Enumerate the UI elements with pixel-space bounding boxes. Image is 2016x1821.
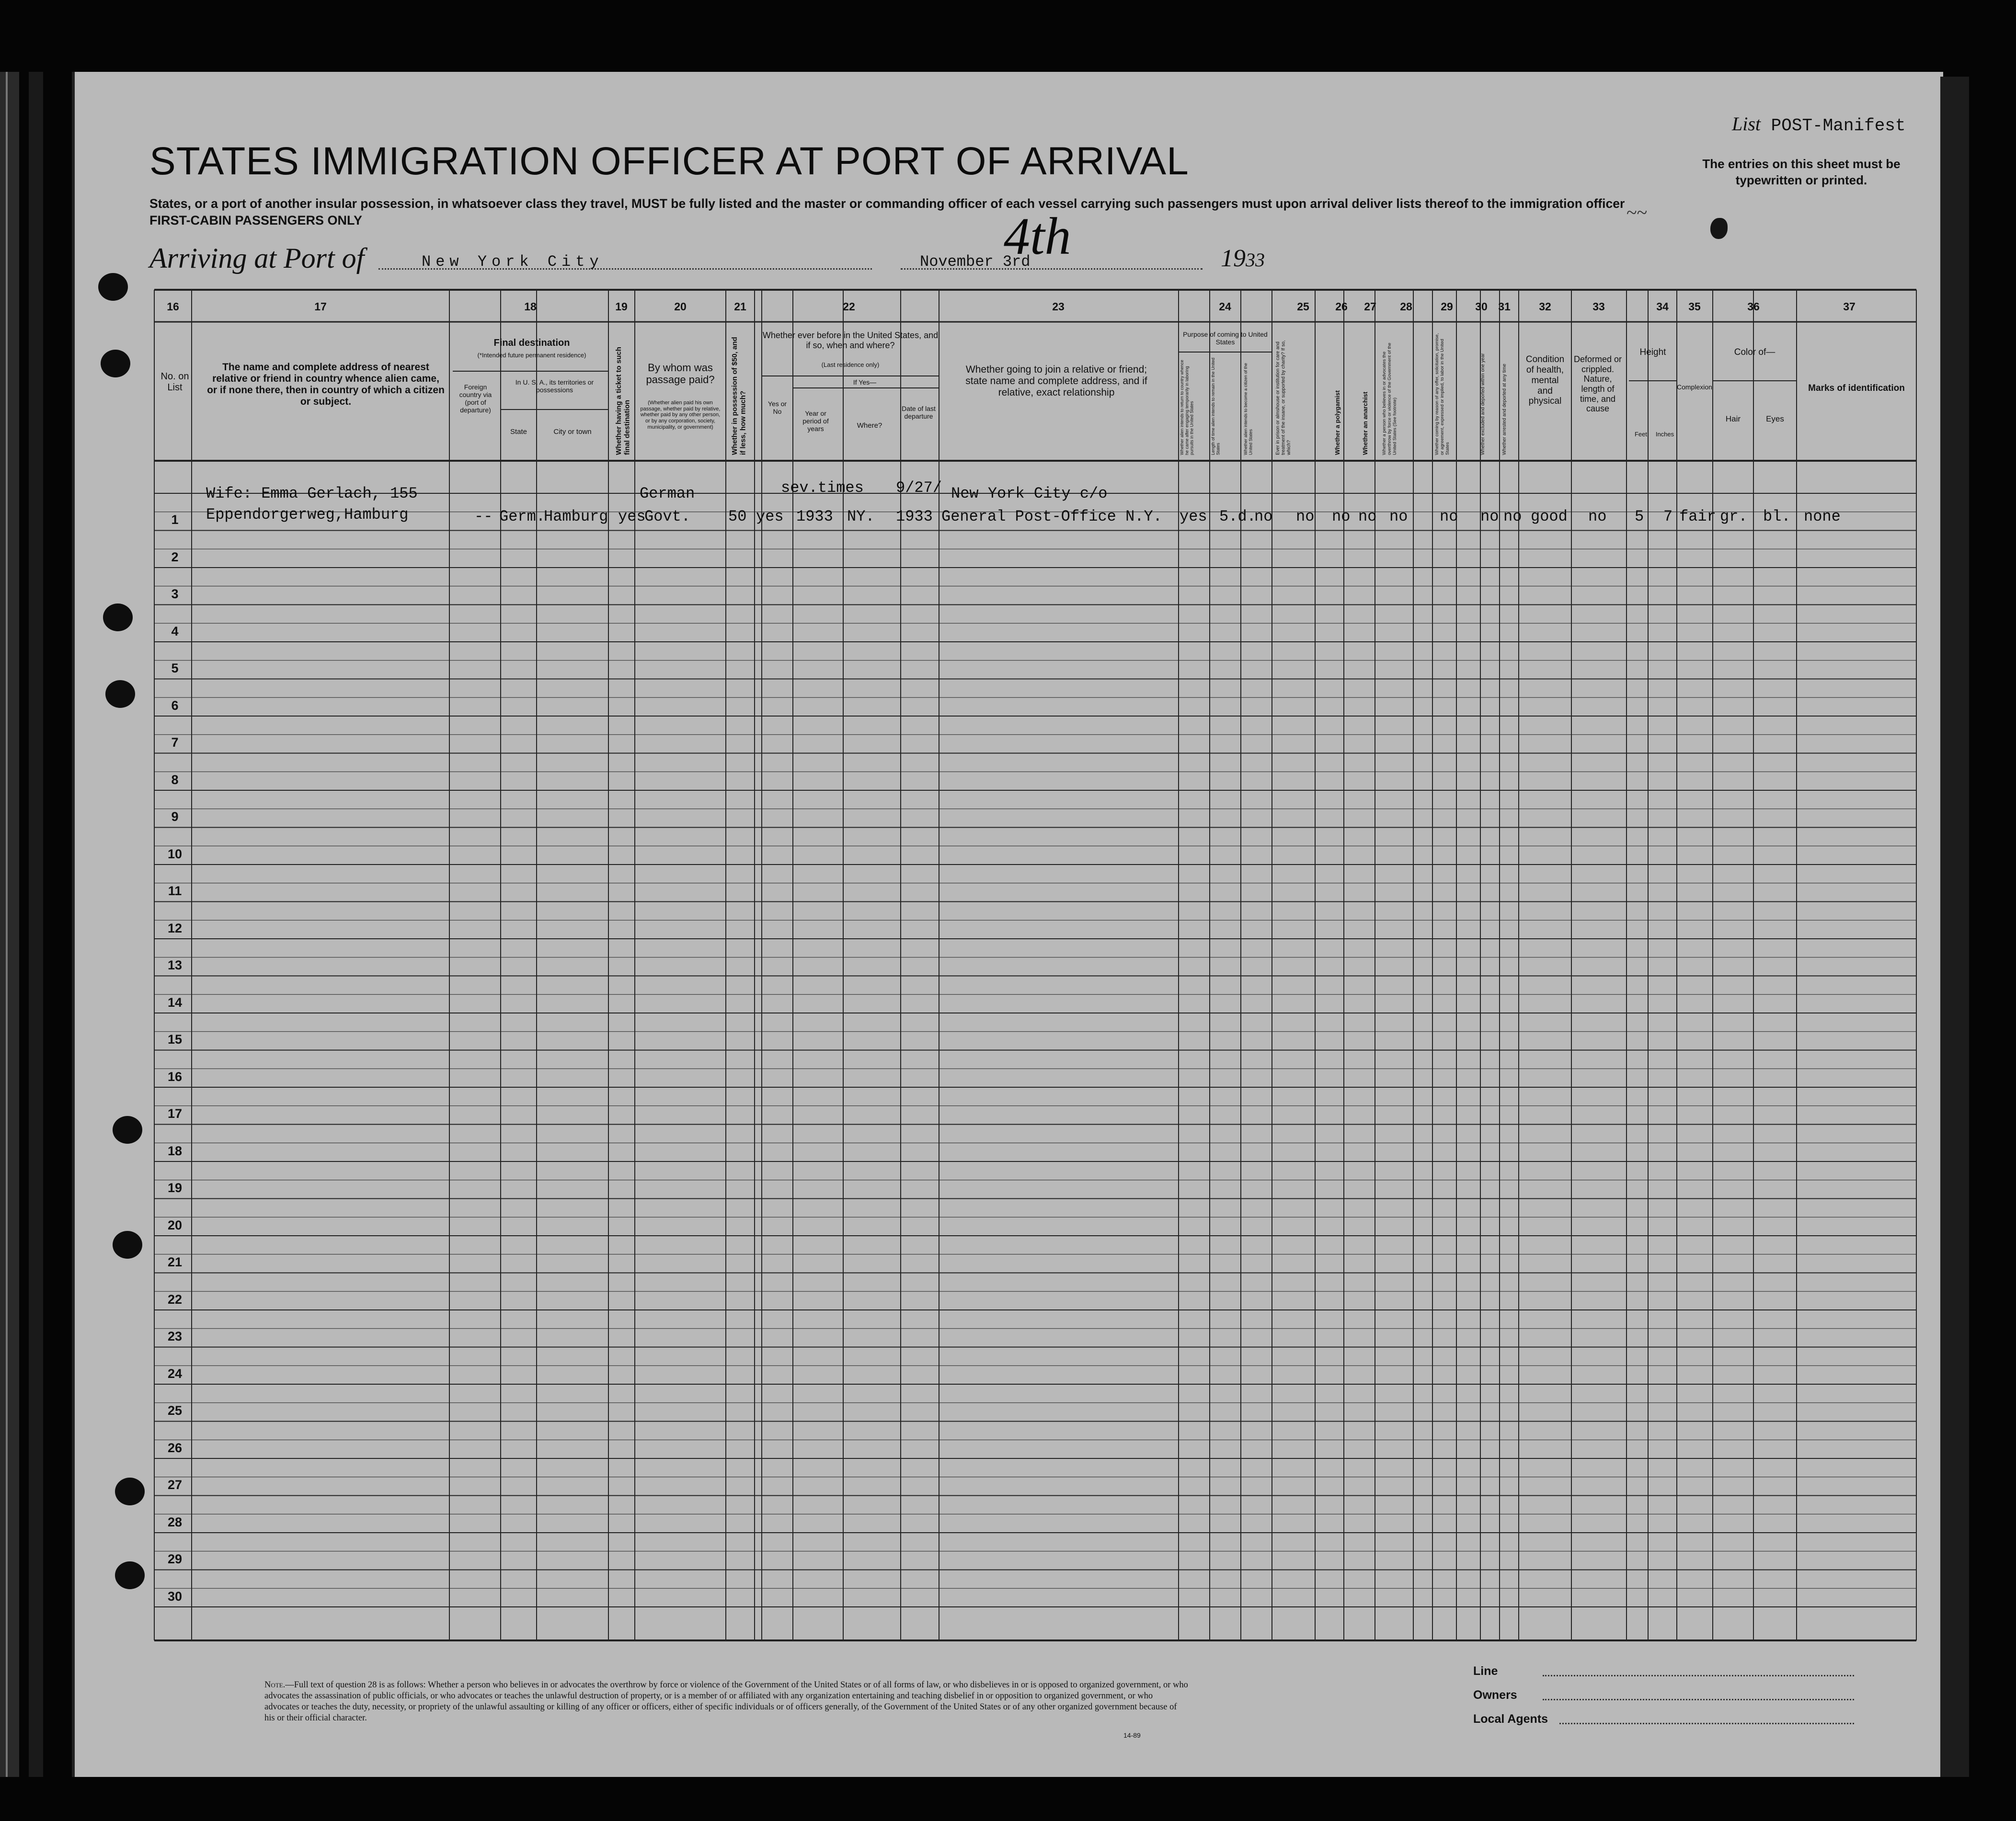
row-number: 19 bbox=[167, 1181, 183, 1195]
header-money: Whether in possession of $50, and if less, how much? bbox=[731, 337, 747, 455]
row-number: 30 bbox=[167, 1589, 183, 1604]
handwritten-date-correction: 4th bbox=[1004, 207, 1071, 265]
cell-paid-by-line1: German bbox=[640, 485, 695, 502]
row-number: 7 bbox=[171, 735, 179, 750]
column-number: 24 bbox=[1219, 300, 1231, 313]
header-state: State bbox=[510, 428, 527, 436]
owners-label: Owners bbox=[1473, 1688, 1517, 1702]
header-deported: Whether arrested and deported at any time bbox=[1502, 364, 1507, 455]
column-number: 25 bbox=[1297, 300, 1309, 313]
row-number: 3 bbox=[171, 587, 179, 601]
column-number: 18 bbox=[524, 300, 537, 313]
cell-eyes: bl. bbox=[1763, 508, 1791, 525]
port-value: New York City bbox=[422, 253, 604, 271]
row-number: 6 bbox=[171, 698, 179, 713]
cell-period-line1: sev.times bbox=[781, 479, 864, 497]
page-subtitle-class: FIRST-CABIN PASSENGERS ONLY bbox=[149, 213, 363, 228]
row-number: 4 bbox=[171, 624, 179, 638]
footnote: Note.—Full text of question 28 is as follows: Whether a person who believes in or advocates the overthrow by force or violence of the Government of the United States or of all forms of law, or who disbelieves in or is opposed to organized government, or who advocates the assassination of public officials, or who advocates or teaches the unlawful destruction of property, or is a member of or affiliated with any organization entertaining and teaching disbelief in or opposition to organized government, or who advocates or teaches the duty, necessity, or propriety of the unlawful assaulting or killing of any officer or officers, either of specific individuals or of officers generally, of the Government of the United States or of any other organized government because of his or their official character. bbox=[264, 1680, 1188, 1723]
cell-foreign-via: -- bbox=[474, 508, 493, 525]
header-color-of: Color of— bbox=[1734, 347, 1775, 357]
column-number: 19 bbox=[615, 300, 628, 313]
row-number: 5 bbox=[171, 661, 179, 675]
row-number: 11 bbox=[168, 884, 182, 898]
cell-departure-line1: 9/27/ bbox=[896, 479, 942, 497]
date-value: November 3rd bbox=[920, 253, 1031, 271]
cell-prison: no bbox=[1296, 508, 1315, 525]
row-number: 12 bbox=[167, 921, 183, 935]
row-number: 22 bbox=[167, 1292, 183, 1307]
row-number: 13 bbox=[167, 958, 183, 972]
header-citizen: Whether alien intends to become a citizen of the United States bbox=[1243, 363, 1253, 455]
header-relative-address: The name and complete address of nearest relative or friend in country whence alien came, or if none there, then in country of which a citizen or subject. bbox=[207, 362, 445, 408]
cell-deported: no bbox=[1503, 508, 1522, 525]
header-passage-paid-note: (Whether alien paid his own passage, whether paid by relative, whether paid by any other person, or by any corporation, society, municipality, or government) bbox=[640, 400, 721, 430]
column-number: 30 bbox=[1475, 300, 1488, 313]
list-label: List bbox=[1732, 113, 1761, 135]
row-number: 15 bbox=[167, 1032, 183, 1047]
row-number: 8 bbox=[171, 772, 179, 787]
header-before-us: Whether ever before in the United States, and if so, when and where? bbox=[762, 330, 939, 350]
header-length: Length of time alien intends to remain in the United States bbox=[1211, 357, 1221, 455]
header-anarchist: Whether an anarchist bbox=[1362, 391, 1369, 455]
cell-city: Hamburg bbox=[544, 508, 608, 525]
header-final-destination-note: (*Intended future permanent residence) bbox=[477, 352, 586, 359]
owners-underline bbox=[1543, 1699, 1854, 1700]
row-number: 27 bbox=[167, 1478, 183, 1492]
year-value: 33 bbox=[1246, 249, 1265, 271]
cell-hair: gr. bbox=[1720, 508, 1748, 525]
cell-joining-line2: General Post-Office N.Y. bbox=[941, 508, 1162, 525]
column-number: 34 bbox=[1656, 300, 1669, 313]
column-number: 22 bbox=[843, 300, 855, 313]
column-number: 32 bbox=[1539, 300, 1551, 313]
cell-joining-line1: New York City c/o bbox=[951, 485, 1108, 502]
header-health: Condition of health, mental and physical bbox=[1525, 354, 1565, 407]
column-number: 36 bbox=[1747, 300, 1760, 313]
row-number: 9 bbox=[171, 809, 179, 824]
form-number: 14-89 bbox=[1123, 1731, 1141, 1739]
cell-inches: 7 bbox=[1663, 508, 1673, 525]
header-polygamist: Whether a polygamist bbox=[1334, 390, 1341, 455]
page-subtitle: States, or a port of another insular possession, in whatsoever class they travel, MUST be fully listed and the master or commanding officer of each vessel carrying such passengers must upon arrival deliver lists thereof to the immigration officer bbox=[149, 196, 1625, 211]
cell-ticket: yes bbox=[618, 508, 646, 525]
page-title: STATES IMMIGRATION OFFICER AT PORT OF ARRIVAL bbox=[149, 139, 1189, 183]
row-number: 14 bbox=[167, 995, 183, 1010]
header-eyes: Eyes bbox=[1766, 414, 1784, 423]
list-value: POST-Manifest bbox=[1771, 116, 1906, 136]
entries-note: The entries on this sheet must be typewritten or printed. bbox=[1702, 157, 1901, 187]
cell-length: 5.d. bbox=[1219, 508, 1256, 525]
row-number: 25 bbox=[167, 1403, 183, 1418]
header-ticket: Whether having a ticket to such final destination bbox=[615, 347, 631, 455]
header-where: Where? bbox=[857, 421, 882, 430]
header-deformed: Deformed or crippled. Nature, length of time, and cause bbox=[1573, 354, 1622, 414]
cell-relative-line1: Wife: Emma Gerlach, 155 bbox=[206, 485, 418, 502]
header-overthrow: Whether a person who believes in or advocates the overthrow by force or violence of the Government of the United States (See footnote) bbox=[1382, 342, 1397, 455]
row-number: 21 bbox=[167, 1255, 183, 1269]
header-final-destination: Final destination bbox=[493, 338, 570, 348]
column-number: 33 bbox=[1592, 300, 1605, 313]
header-last-departure: Date of last departure bbox=[902, 405, 936, 421]
column-number: 29 bbox=[1441, 300, 1453, 313]
cell-departure-line2: 1933 bbox=[896, 508, 933, 525]
cell-marks: none bbox=[1804, 508, 1841, 525]
header-height: Height bbox=[1639, 347, 1666, 357]
row-number: 17 bbox=[167, 1106, 183, 1121]
row-number: 26 bbox=[167, 1440, 183, 1455]
header-passage-paid: By whom was passage paid? bbox=[646, 362, 715, 386]
column-number: 16 bbox=[167, 300, 179, 313]
cell-deformed: no bbox=[1588, 508, 1607, 525]
row-number: 23 bbox=[167, 1329, 183, 1343]
header-inches: Inches bbox=[1655, 431, 1674, 438]
cell-before-us: yes bbox=[756, 508, 784, 525]
header-prison: Ever in prison or almshouse or institution for care and treatment of the insane, or supported by charity? If so, which? bbox=[1275, 340, 1292, 455]
column-number: 31 bbox=[1498, 300, 1511, 313]
header-joining: Whether going to join a relative or friend; state name and complete address, and if relative, exact relationship bbox=[965, 364, 1147, 398]
column-number: 17 bbox=[314, 300, 327, 313]
row-number: 20 bbox=[167, 1218, 183, 1232]
header-return: Whether alien intends to return to country whence he came after engaging temporarily in laboring pursuits in the United States bbox=[1180, 360, 1194, 455]
row-number: 18 bbox=[167, 1143, 183, 1158]
local-agents-underline bbox=[1559, 1723, 1854, 1724]
cell-where: NY. bbox=[847, 508, 875, 525]
header-complexion: Complexion bbox=[1677, 383, 1712, 391]
cell-return: yes bbox=[1180, 508, 1207, 525]
footnote-label: Note. bbox=[264, 1680, 286, 1690]
local-agents-label: Local Agents bbox=[1473, 1712, 1548, 1726]
year-prefix: 19 bbox=[1221, 245, 1246, 272]
footnote-text: Full text of question 28 is as follows: Whether a person who believes in or advocates the overthrow by force or violence of the Government of the United States or of all forms of law, or who disbelieves in or is opposed to organized government, or who advocates the assassination of public officials, or who advocates or teaches the unlawful destruction of property, or is a member of or affiliated with any organization entertaining and teaching disbelief in or opposition to organized government, or who advocates or teaches the duty, necessity, or propriety of the unlawful assaulting or killing of any officer or officers, either of specific individuals or of officers generally, of the Government of the United States or of any other organized government because of his or their official character. bbox=[264, 1680, 1188, 1723]
cell-anarchist: no bbox=[1358, 508, 1377, 525]
header-excluded: Whether excluded and deported within one year bbox=[1480, 353, 1486, 455]
row-number: 29 bbox=[167, 1552, 183, 1566]
line-underline bbox=[1543, 1675, 1854, 1676]
column-number: 23 bbox=[1052, 300, 1065, 313]
header-before-us-note: (Last residence only) bbox=[821, 361, 880, 368]
header-feet: Feet bbox=[1634, 431, 1647, 438]
row-number: 10 bbox=[167, 846, 183, 861]
header-marks: Marks of identification bbox=[1808, 383, 1905, 393]
header-yes-no: Yes or No bbox=[767, 400, 787, 416]
column-number: 21 bbox=[734, 300, 746, 313]
header-if-yes: If Yes— bbox=[853, 378, 877, 386]
cell-complexion: fair bbox=[1679, 508, 1716, 525]
header-purpose: Purpose of coming to United States bbox=[1183, 330, 1268, 346]
header-no-on-list: No. on List bbox=[160, 371, 189, 393]
header-in-usa: In U. S. A., its territories or possessions bbox=[515, 378, 594, 394]
line-label: Line bbox=[1473, 1664, 1498, 1678]
column-number: 37 bbox=[1843, 300, 1856, 313]
cell-health: good bbox=[1531, 508, 1568, 525]
row-number: 1 bbox=[171, 512, 179, 527]
header-city: City or town bbox=[553, 428, 592, 436]
cell-overthrow: no bbox=[1389, 508, 1408, 525]
cell-feet: 5 bbox=[1635, 508, 1644, 525]
cell-money: 50 bbox=[728, 508, 747, 525]
cell-state: Germ. bbox=[499, 508, 546, 525]
column-number: 26 bbox=[1335, 300, 1348, 313]
header-foreign-via: Foreign country via (port of departure) bbox=[459, 383, 492, 414]
cell-relative-line2: Eppendorgerweg,Hamburg bbox=[206, 506, 409, 524]
row-number: 16 bbox=[167, 1069, 183, 1084]
arriving-label: Arriving at Port of bbox=[149, 242, 365, 274]
row-number: 2 bbox=[171, 549, 179, 564]
cell-paid-by-line2: Govt. bbox=[644, 508, 691, 525]
header-period: Year or period of years bbox=[802, 410, 829, 433]
column-number: 20 bbox=[674, 300, 687, 313]
header-labor-offer: Whether coming by reason of any offer, solicitation, promise, or agreement, expressed or implied, to labor in the United States bbox=[1434, 333, 1450, 455]
column-number: 28 bbox=[1400, 300, 1412, 313]
header-hair: Hair bbox=[1725, 414, 1741, 423]
pencil-mark: ~~ bbox=[1627, 202, 1648, 223]
column-number: 27 bbox=[1364, 300, 1376, 313]
column-number: 35 bbox=[1688, 300, 1701, 313]
row-number: 28 bbox=[167, 1514, 183, 1529]
row-number: 24 bbox=[167, 1366, 183, 1381]
cell-excluded: no bbox=[1480, 508, 1499, 525]
cell-period-line2: 1933 bbox=[796, 508, 833, 525]
cell-polygamist: no bbox=[1332, 508, 1351, 525]
cell-citizen: no bbox=[1254, 508, 1273, 525]
cell-labor: no bbox=[1440, 508, 1458, 525]
